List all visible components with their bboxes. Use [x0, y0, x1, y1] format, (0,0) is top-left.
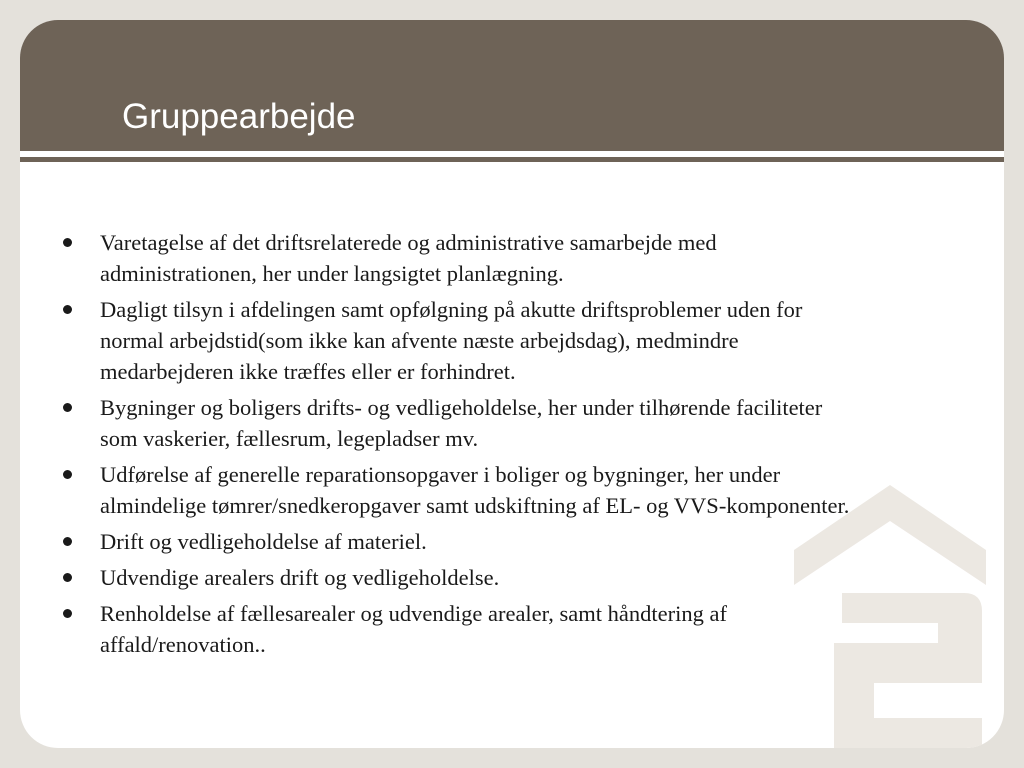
bullet-icon [63, 609, 72, 618]
list-item-text: Udførelse af generelle reparationsopgaver i boliger og bygninger, her under almindelige tømrer/snedkeropgaver samt udskiftning af EL- og VVS-komponenter. [100, 462, 850, 518]
list-item-text: Drift og vedligeholdelse af materiel. [100, 529, 427, 554]
list-item [60, 459, 860, 521]
slide-title: Gruppearbejde [122, 97, 356, 136]
bullet-icon [63, 537, 72, 546]
list-item-text: Bygninger og boligers drifts- og vedligeholdelse, her under tilhørende faciliteter som vaskerier, fællesrum, legepladser mv. [100, 395, 823, 451]
list-item [60, 294, 860, 387]
bullet-icon [63, 573, 72, 582]
bullet-icon [63, 403, 72, 412]
list-item-text: Renholdelse af fællesarealer og udvendige arealer, samt håndtering af affald/renovation.. [100, 601, 727, 657]
title-bar [20, 20, 1004, 151]
bullet-icon [63, 305, 72, 314]
list-item-text: Udvendige arealers drift og vedligeholdelse. [100, 565, 500, 590]
list-item [60, 562, 860, 593]
list-item [60, 392, 860, 454]
bullet-icon [63, 238, 72, 247]
list-item [60, 227, 860, 289]
bullet-list [60, 227, 860, 665]
list-item [60, 598, 860, 660]
title-divider [20, 157, 1004, 162]
list-item-text: Varetagelse af det driftsrelaterede og administrative samarbejde med administrationen, her under langsigtet planlægning. [100, 230, 717, 286]
bullet-icon [63, 470, 72, 479]
list-item [60, 526, 860, 557]
slide [20, 20, 1004, 748]
list-item-text: Dagligt tilsyn i afdelingen samt opfølgning på akutte driftsproblemer uden for normal arbejdstid(som ikke kan afvente næste arbejdsdag), medmindre medarbejderen ikke træffes eller er forhindret. [100, 297, 803, 384]
